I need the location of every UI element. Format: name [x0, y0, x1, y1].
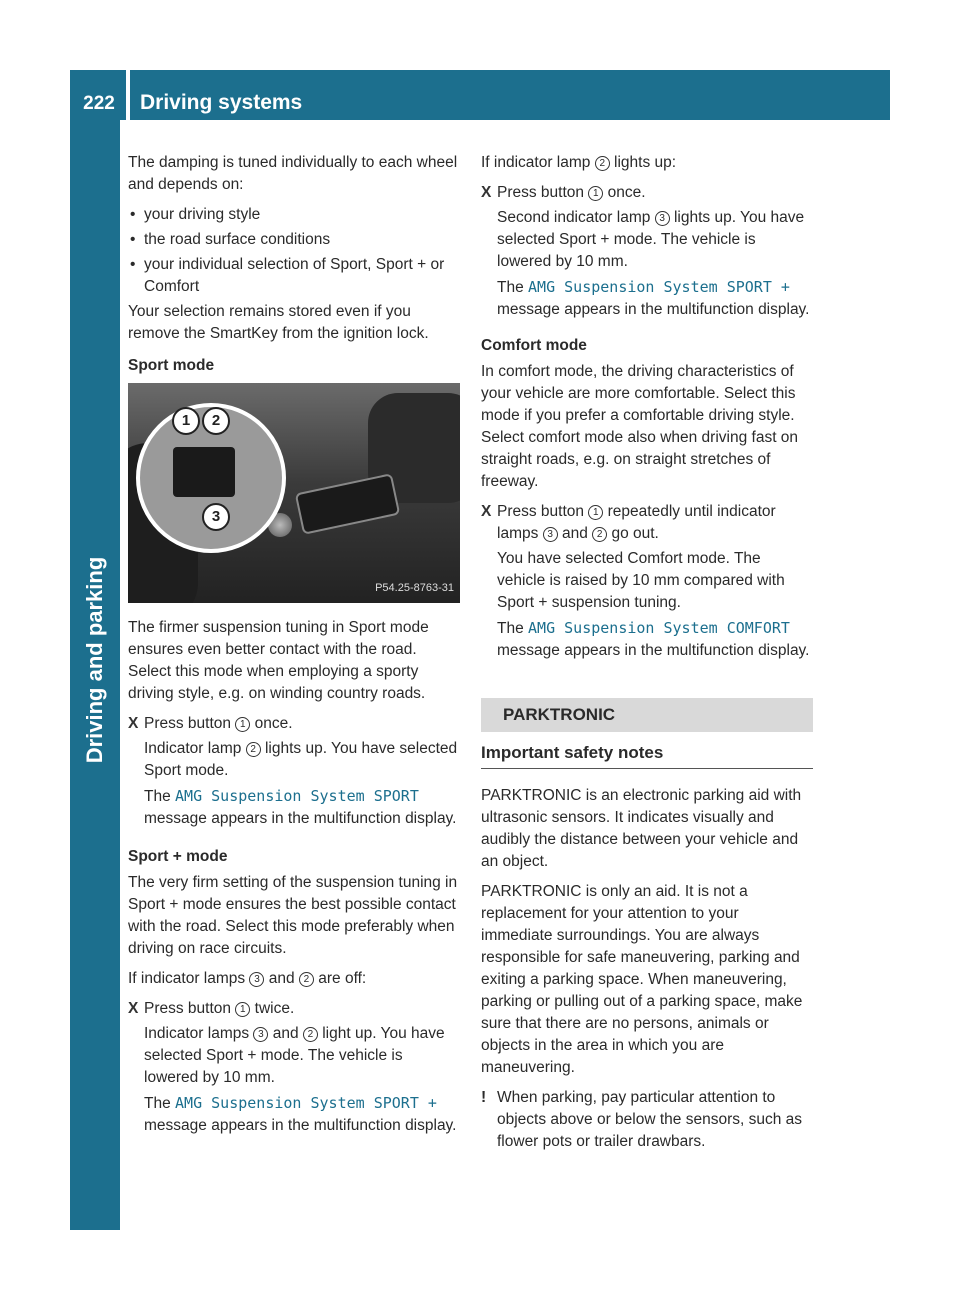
comfort-step: X Press button 1 repeatedly until indicator lamps 3 and 2 go out.	[481, 503, 776, 542]
ref-number: 1	[235, 717, 250, 732]
warning-icon: !	[481, 1089, 487, 1106]
ref-number: 2	[592, 527, 607, 542]
left-column	[128, 152, 460, 1137]
ref-number: 3	[249, 972, 264, 987]
ref-number: 2	[246, 742, 261, 757]
ref-number: 1	[588, 186, 603, 201]
bullet-item: • the road surface conditions	[128, 229, 460, 251]
comfort-message: The AMG Suspension System COMFORT message appears in the multifunction display.	[497, 619, 810, 659]
ref-number: 3	[655, 211, 670, 226]
step-arrow-icon: X	[481, 184, 492, 201]
section-title: Driving systems	[140, 91, 303, 114]
stored-text: Your selection remains stored even if you remove the SmartKey from the ignition lock.	[128, 303, 429, 342]
console-figure	[128, 383, 460, 603]
callout-1: 1	[172, 407, 200, 435]
sportplus-result-2: Second indicator lamp 3 lights up. You have selected Sport + mode. The vehicle is lowered by 10 mm.	[497, 209, 805, 270]
bullet-item: • your individual selection of Sport, Sport + or Comfort	[128, 254, 460, 298]
sportplus-condition-2: If indicator lamp 2 lights up:	[481, 154, 677, 171]
ref-number: 3	[253, 1027, 268, 1042]
suspension-button	[173, 447, 235, 497]
sport-mode-heading: Sport mode	[128, 357, 215, 374]
comfort-heading: Comfort mode	[481, 337, 587, 354]
step-arrow-icon: X	[128, 715, 139, 732]
sportplus-message: The AMG Suspension System SPORT + message appears in the multifunction display.	[144, 1094, 457, 1134]
side-tab	[70, 1200, 120, 1230]
ref-number: 3	[543, 527, 558, 542]
parktronic-para-2: PARKTRONIC is only an aid. It is not a replacement for your attention to your immediate surroundings. You are always responsible for safe maneuvering, parking and exiting a parking space. When maneuvering, parking or pulling out of a parking space, make sure that there are no persons, animals or objects in the area in which you are maneuvering.	[481, 883, 803, 1076]
sportplus-step-2: X Press button 1 once.	[481, 182, 813, 204]
sportplus-message-2: The AMG Suspension System SPORT + message appears in the multifunction display.	[497, 278, 810, 318]
chapter-label: Driving and parking	[82, 556, 107, 764]
step-arrow-icon: X	[481, 503, 492, 520]
safety-heading: Important safety notes	[481, 742, 813, 769]
callout-3: 3	[202, 503, 230, 531]
comfort-result: You have selected Comfort mode. The vehicle is raised by 10 mm compared with Sport + suspension tuning.	[497, 550, 785, 611]
sportplus-result: Indicator lamps 3 and 2 light up. You have selected Sport + mode. The vehicle is lowered by 10 mm.	[144, 1025, 445, 1086]
step-arrow-icon: X	[128, 1000, 139, 1017]
display-message: AMG Suspension System SPORT +	[528, 278, 790, 296]
parktronic-heading: PARKTRONIC	[481, 698, 813, 732]
sportplus-description: The very firm setting of the suspension tuning in Sport + mode ensures the best possible contact with the road. Select this mode preferably when driving on race circuits.	[128, 874, 458, 957]
display-message: AMG Suspension System SPORT	[175, 787, 419, 805]
sportplus-condition: If indicator lamps 3 and 2 are off:	[128, 970, 367, 987]
sport-message: The AMG Suspension System SPORT message appears in the multifunction display.	[144, 787, 457, 827]
ref-number: 1	[235, 1002, 250, 1017]
page-number: 222	[83, 93, 115, 114]
figure-code: P54.25-8763-31	[375, 582, 454, 594]
comfort-description: In comfort mode, the driving characteristics of your vehicle are more comfortable. Select this mode if you prefer a comfortable driving style. Select comfort mode also when driving fast on straight roads, e.g. on straight stretches of freeway.	[481, 363, 799, 490]
warning-note: ! When parking, pay particular attention to objects above or below the sensors, such as flower pots or trailer drawbars.	[481, 1089, 803, 1150]
side-label	[79, 480, 111, 840]
bullet-item: • your driving style	[128, 204, 460, 226]
display-message: AMG Suspension System SPORT +	[175, 1094, 437, 1112]
right-column	[481, 152, 813, 1161]
sport-description: The firmer suspension tuning in Sport mode ensures even better contact with the road. Select this mode when employing a sporty driving style, e.g. on winding country roads.	[128, 619, 429, 702]
header-divider	[126, 70, 130, 120]
sport-result: Indicator lamp 2 lights up. You have selected Sport mode.	[144, 740, 458, 779]
ref-number: 2	[303, 1027, 318, 1042]
callout-2: 2	[202, 407, 230, 435]
display-message: AMG Suspension System COMFORT	[528, 619, 790, 637]
switch-panel	[295, 473, 401, 535]
intro-text: The damping is tuned individually to each wheel and depends on:	[128, 154, 458, 193]
ref-number: 1	[588, 505, 603, 520]
sportplus-heading: Sport + mode	[128, 848, 228, 865]
ref-number: 2	[299, 972, 314, 987]
parktronic-para-1: PARKTRONIC is an electronic parking aid with ultrasonic sensors. It indicates visually and audibly the distance between your vehicle and an object.	[481, 787, 802, 870]
ref-number: 2	[595, 156, 610, 171]
sport-step: X Press button 1 once.	[128, 713, 460, 735]
sportplus-step: X Press button 1 twice.	[128, 998, 460, 1020]
